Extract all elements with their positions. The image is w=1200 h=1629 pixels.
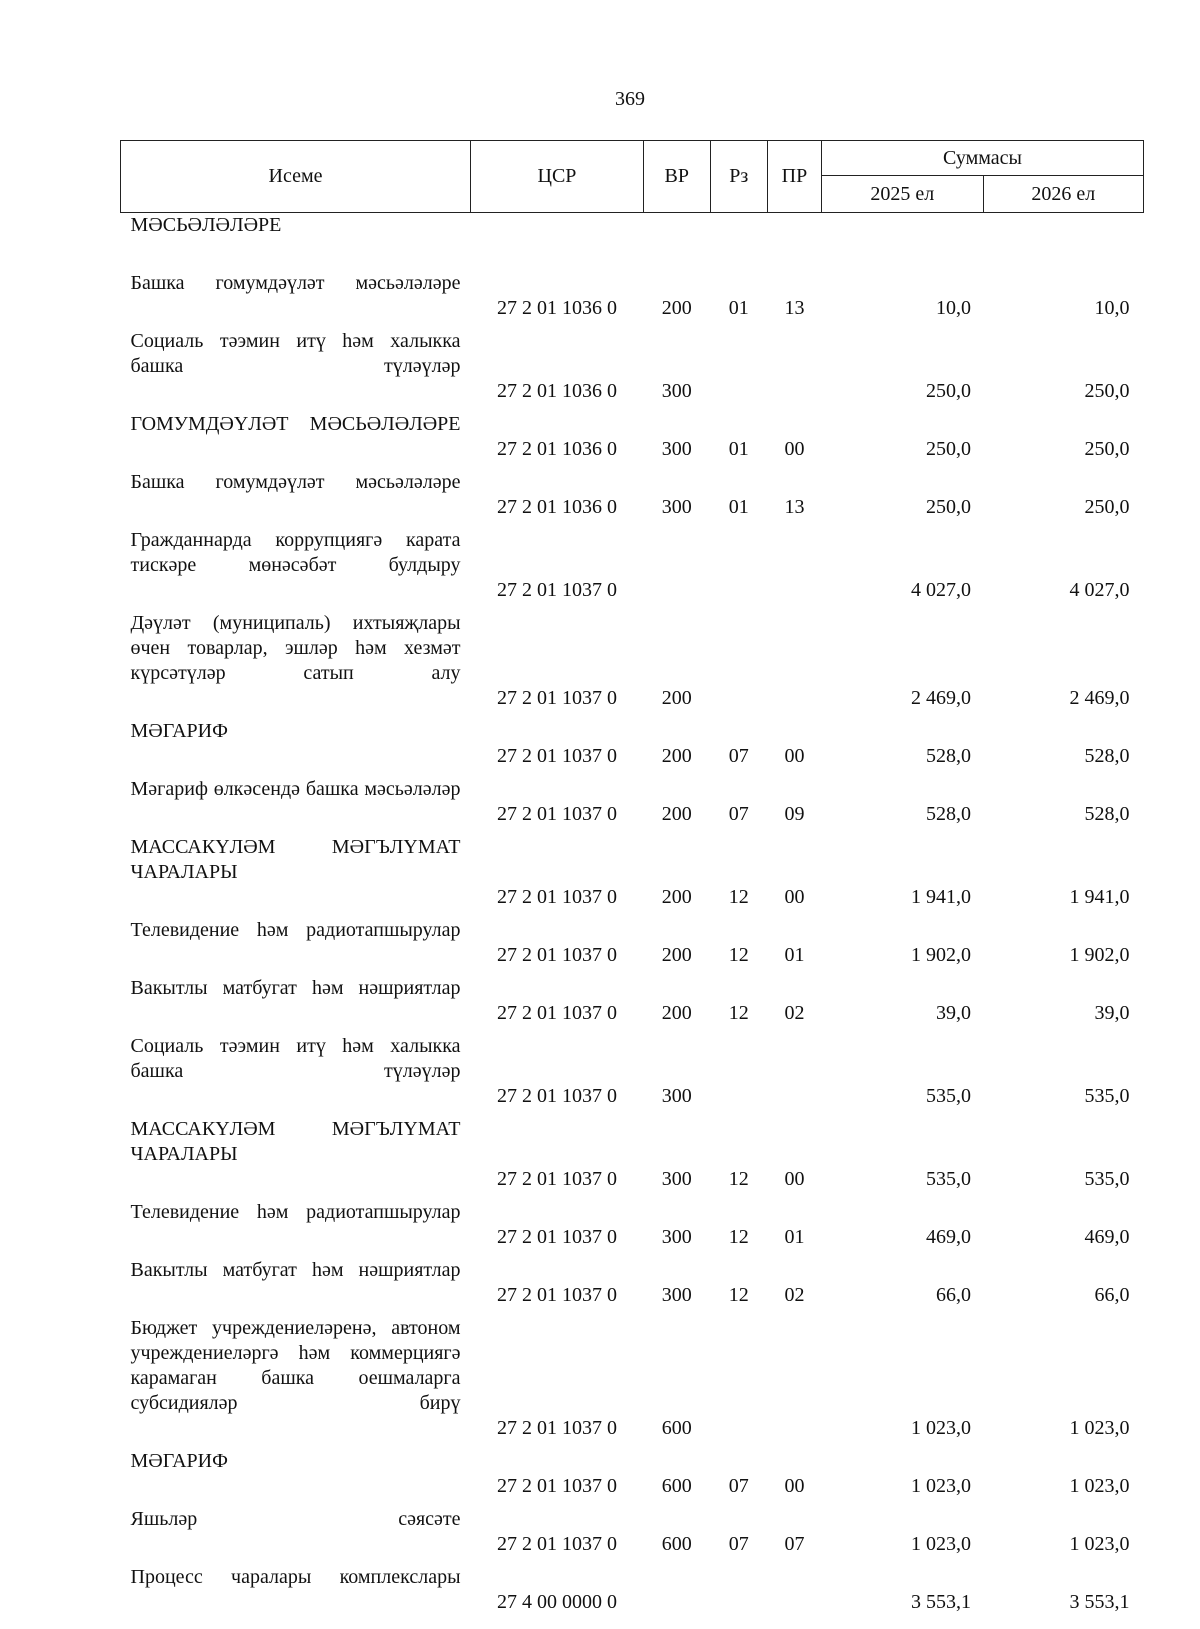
- row-label: Мәгариф өлкәсендә башка мәсьәләләр: [130, 778, 461, 800]
- cell-rz: 07: [728, 1475, 749, 1497]
- cell-pr: 02: [784, 1002, 805, 1024]
- header-name: Исеме: [121, 141, 471, 213]
- cell-vr: 600: [661, 1533, 692, 1555]
- table-row: [121, 769, 1144, 827]
- cell-amount-2026: 250,0: [1084, 496, 1130, 518]
- table-row: [121, 1499, 1144, 1557]
- table-row: [121, 213, 1144, 264]
- cell-rz: 01: [728, 496, 749, 518]
- table-row: [121, 404, 1144, 462]
- cell-amount-2025: 1 902,0: [911, 944, 971, 966]
- cell-amount-2026: 250,0: [1084, 438, 1130, 460]
- cell-amount-2026: 250,0: [1084, 380, 1130, 402]
- cell-name: [121, 827, 471, 910]
- cell-amount-2025: 528,0: [926, 745, 971, 767]
- cell-vr: 300: [661, 496, 692, 518]
- cell-amount-2025: 469,0: [926, 1226, 971, 1248]
- cell-csr: 27 2 01 1037 0: [496, 1475, 617, 1497]
- cell-csr: 27 2 01 1037 0: [496, 1533, 617, 1555]
- table-row: [121, 462, 1144, 520]
- cell-vr: 300: [661, 380, 692, 402]
- cell-name: [121, 1109, 471, 1192]
- row-label: Телевидение һәм радиотапшырулар: [130, 1201, 461, 1223]
- cell-amount-2025: [822, 213, 983, 264]
- cell-name: [121, 1499, 471, 1557]
- row-label: Социаль тәэмин итү һәм халыкка башка түләүләр: [130, 330, 461, 377]
- cell-amount-2026: 1 023,0: [1069, 1417, 1130, 1439]
- cell-csr: 27 2 01 1037 0: [496, 1284, 617, 1306]
- cell-amount-2025: 2 469,0: [911, 687, 971, 709]
- cell-name: [121, 1557, 471, 1615]
- cell-name: [121, 910, 471, 968]
- cell-rz: [710, 1026, 767, 1109]
- cell-amount-2025: 66,0: [936, 1284, 971, 1306]
- cell-amount-2025: 4 027,0: [911, 579, 971, 601]
- cell-amount-2025: 535,0: [926, 1085, 971, 1107]
- table-row: [121, 1109, 1144, 1192]
- row-label: Дәүләт (муниципаль) ихтыяҗлары өчен товарлар, эшләр һәм хезмәт күрсәтүләр сатып алу: [130, 612, 461, 684]
- table-row: [121, 321, 1144, 404]
- cell-vr: 200: [661, 745, 692, 767]
- cell-amount-2025: 10,0: [936, 297, 971, 319]
- table-row: [121, 1250, 1144, 1308]
- cell-vr: 200: [661, 687, 692, 709]
- table-row: [121, 1557, 1144, 1615]
- cell-name: [121, 520, 471, 603]
- cell-name: [121, 769, 471, 827]
- row-label: ГОМУМДӘҮЛӘТ МӘСЬӘЛӘЛӘРЕ: [130, 413, 461, 435]
- cell-csr: 27 2 01 1037 0: [496, 1226, 617, 1248]
- cell-vr: [643, 520, 710, 603]
- cell-vr: 300: [661, 1284, 692, 1306]
- header-year-2026: 2026 ел: [983, 176, 1144, 213]
- row-label: Процесс чаралары комплекслары: [130, 1566, 461, 1588]
- cell-rz: 01: [728, 297, 749, 319]
- cell-name: [121, 213, 471, 264]
- cell-amount-2025: 1 941,0: [911, 886, 971, 908]
- cell-csr: 27 2 01 1037 0: [496, 1002, 617, 1024]
- cell-vr: [643, 1557, 710, 1615]
- cell-amount-2025: 250,0: [926, 380, 971, 402]
- cell-csr: 27 2 01 1037 0: [496, 579, 617, 601]
- cell-amount-2026: 528,0: [1084, 745, 1130, 767]
- header-rz: Рз: [710, 141, 767, 213]
- row-label: Гражданнарда коррупциягә карата тискәре мөнәсәбәт булдыру: [130, 529, 461, 576]
- table-body: [121, 213, 1144, 1616]
- cell-vr: 200: [661, 886, 692, 908]
- cell-amount-2026: 66,0: [1094, 1284, 1130, 1306]
- row-label: МӘГАРИФ: [130, 720, 228, 742]
- header-vr: ВР: [643, 141, 710, 213]
- cell-pr: [767, 1308, 821, 1441]
- cell-amount-2026: [983, 213, 1144, 264]
- cell-rz: [710, 1308, 767, 1441]
- cell-rz: [710, 213, 767, 264]
- page-number: 369: [615, 88, 645, 110]
- cell-amount-2025: 1 023,0: [911, 1533, 971, 1555]
- cell-name: [121, 1026, 471, 1109]
- cell-name: [121, 263, 471, 321]
- cell-rz: [710, 321, 767, 404]
- row-label: Телевидение һәм радиотапшырулар: [130, 919, 461, 941]
- cell-pr: 00: [784, 1168, 805, 1190]
- cell-pr: [767, 603, 821, 711]
- cell-amount-2026: 535,0: [1084, 1168, 1130, 1190]
- cell-rz: 12: [728, 1002, 749, 1024]
- cell-csr: 27 2 01 1037 0: [496, 886, 617, 908]
- cell-pr: 09: [784, 803, 805, 825]
- cell-pr: 13: [784, 297, 805, 319]
- cell-name: [121, 1192, 471, 1250]
- cell-amount-2026: 469,0: [1084, 1226, 1130, 1248]
- cell-name: [121, 1250, 471, 1308]
- cell-pr: 13: [784, 496, 805, 518]
- table-row: [121, 1441, 1144, 1499]
- cell-rz: [710, 1557, 767, 1615]
- cell-rz: 12: [728, 1284, 749, 1306]
- row-label: МӘСЬӘЛӘЛӘРЕ: [130, 214, 282, 236]
- cell-pr: 00: [784, 438, 805, 460]
- cell-vr: 300: [661, 1085, 692, 1107]
- cell-pr: 00: [784, 886, 805, 908]
- cell-amount-2026: 1 941,0: [1069, 886, 1130, 908]
- cell-rz: 01: [728, 438, 749, 460]
- cell-pr: [767, 1026, 821, 1109]
- budget-table: [120, 140, 1144, 1615]
- cell-vr: 600: [661, 1417, 692, 1439]
- row-label: МАССАКҮЛӘМ МӘГЪЛҮМАТ ЧАРАЛАРЫ: [130, 836, 461, 883]
- cell-vr: 200: [661, 803, 692, 825]
- table-row: [121, 827, 1144, 910]
- cell-csr: 27 4 00 0000 0: [496, 1591, 617, 1613]
- cell-csr: 27 2 01 1037 0: [496, 1085, 617, 1107]
- table-row: [121, 263, 1144, 321]
- cell-rz: 12: [728, 944, 749, 966]
- cell-amount-2025: 3 553,1: [911, 1591, 971, 1613]
- cell-csr: 27 2 01 1037 0: [496, 745, 617, 767]
- cell-csr: 27 2 01 1036 0: [496, 297, 617, 319]
- cell-amount-2025: 39,0: [936, 1002, 971, 1024]
- cell-vr: [643, 213, 710, 264]
- cell-csr: 27 2 01 1037 0: [496, 1168, 617, 1190]
- cell-pr: [767, 213, 821, 264]
- cell-name: [121, 1441, 471, 1499]
- cell-amount-2025: 250,0: [926, 438, 971, 460]
- cell-pr: 00: [784, 745, 805, 767]
- header-csr: ЦСР: [471, 141, 644, 213]
- cell-rz: 12: [728, 886, 749, 908]
- header-sums: Суммасы: [822, 141, 1144, 176]
- cell-pr: 02: [784, 1284, 805, 1306]
- cell-rz: [710, 603, 767, 711]
- cell-vr: 200: [661, 297, 692, 319]
- cell-pr: [767, 321, 821, 404]
- table-header: [121, 141, 1144, 213]
- cell-pr: [767, 520, 821, 603]
- cell-amount-2025: 535,0: [926, 1168, 971, 1190]
- cell-amount-2025: 250,0: [926, 496, 971, 518]
- row-label: Башка гомумдәүләт мәсьәләләре: [130, 272, 461, 294]
- cell-csr: 27 2 01 1036 0: [496, 438, 617, 460]
- cell-name: [121, 1308, 471, 1441]
- cell-name: [121, 462, 471, 520]
- cell-amount-2026: 3 553,1: [1069, 1591, 1130, 1613]
- row-label: Яшьләр сәясәте: [130, 1508, 461, 1530]
- cell-csr: 27 2 01 1037 0: [496, 687, 617, 709]
- cell-vr: 300: [661, 1168, 692, 1190]
- cell-vr: 200: [661, 944, 692, 966]
- cell-name: [121, 404, 471, 462]
- cell-csr: 27 2 01 1036 0: [496, 496, 617, 518]
- cell-amount-2026: 535,0: [1084, 1085, 1130, 1107]
- cell-pr: [767, 1557, 821, 1615]
- cell-pr: 01: [784, 1226, 805, 1248]
- cell-amount-2026: 528,0: [1084, 803, 1130, 825]
- cell-pr: 07: [784, 1533, 805, 1555]
- cell-rz: 12: [728, 1168, 749, 1190]
- cell-name: [121, 321, 471, 404]
- table-row: [121, 1192, 1144, 1250]
- cell-amount-2026: 1 023,0: [1069, 1475, 1130, 1497]
- table-row: [121, 520, 1144, 603]
- cell-vr: 300: [661, 1226, 692, 1248]
- cell-name: [121, 968, 471, 1026]
- row-label: МАССАКҮЛӘМ МӘГЪЛҮМАТ ЧАРАЛАРЫ: [130, 1118, 461, 1165]
- table-row: [121, 711, 1144, 769]
- cell-vr: 300: [661, 438, 692, 460]
- cell-name: [121, 603, 471, 711]
- cell-vr: 200: [661, 1002, 692, 1024]
- row-label: Социаль тәэмин итү һәм халыкка башка түләүләр: [130, 1035, 461, 1082]
- table-row: [121, 968, 1144, 1026]
- cell-csr: 27 2 01 1037 0: [496, 944, 617, 966]
- row-label: Бюджет учреждениеләренә, автоном учреждениеләргә һәм коммерциягә карамаган башка оешмаларга субсидияләр бирү: [130, 1317, 461, 1414]
- header-pr: ПР: [767, 141, 821, 213]
- table-row: [121, 1308, 1144, 1441]
- cell-rz: 12: [728, 1226, 749, 1248]
- cell-pr: 01: [784, 944, 805, 966]
- cell-amount-2026: 39,0: [1094, 1002, 1130, 1024]
- cell-csr: [471, 213, 644, 264]
- table-row: [121, 603, 1144, 711]
- row-label: Вакытлы матбугат һәм нәшриятлар: [130, 977, 461, 999]
- row-label: Башка гомумдәүләт мәсьәләләре: [130, 471, 461, 493]
- row-label: МӘГАРИФ: [130, 1450, 228, 1472]
- cell-rz: 07: [728, 803, 749, 825]
- cell-vr: 600: [661, 1475, 692, 1497]
- cell-name: [121, 711, 471, 769]
- cell-rz: [710, 520, 767, 603]
- row-label: Вакытлы матбугат һәм нәшриятлар: [130, 1259, 461, 1281]
- cell-csr: 27 2 01 1036 0: [496, 380, 617, 402]
- cell-amount-2025: 528,0: [926, 803, 971, 825]
- table-row: [121, 1026, 1144, 1109]
- cell-csr: 27 2 01 1037 0: [496, 803, 617, 825]
- cell-amount-2026: 4 027,0: [1069, 579, 1130, 601]
- cell-rz: 07: [728, 1533, 749, 1555]
- cell-pr: 00: [784, 1475, 805, 1497]
- cell-amount-2026: 10,0: [1094, 297, 1130, 319]
- cell-amount-2026: 1 023,0: [1069, 1533, 1130, 1555]
- cell-amount-2025: 1 023,0: [911, 1417, 971, 1439]
- header-year-2025: 2025 ел: [822, 176, 983, 213]
- table-row: [121, 910, 1144, 968]
- cell-csr: 27 2 01 1037 0: [496, 1417, 617, 1439]
- cell-amount-2026: 1 902,0: [1069, 944, 1130, 966]
- cell-amount-2025: 1 023,0: [911, 1475, 971, 1497]
- cell-rz: 07: [728, 745, 749, 767]
- cell-amount-2026: 2 469,0: [1069, 687, 1130, 709]
